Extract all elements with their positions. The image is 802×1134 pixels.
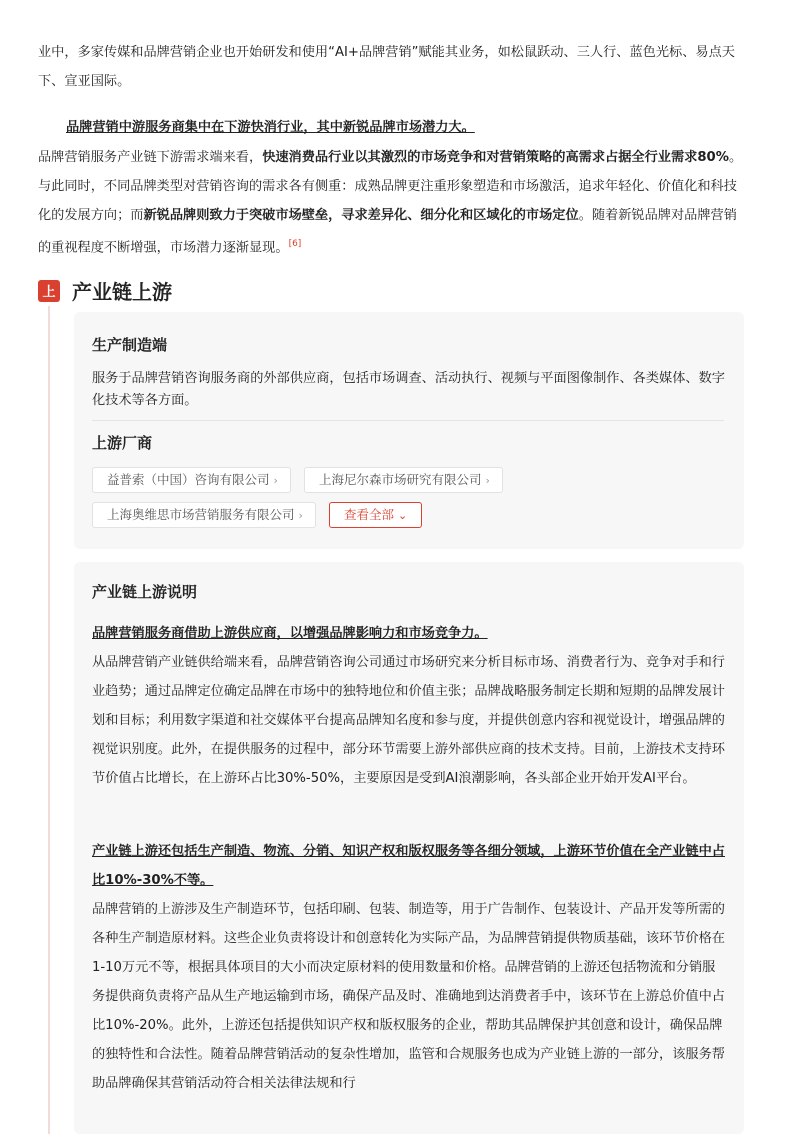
chevron-down-icon: ⌄: [398, 509, 408, 522]
production-description: 服务于品牌营销咨询服务商的外部供应商，包括市场调查、活动执行、视频与平面图像制作、各类媒体、数字化技术等各方面。: [92, 371, 725, 408]
explanation-subheading-1: 品牌营销服务商借助上游供应商，以增强品牌影响力和市场竞争力。: [92, 626, 488, 641]
explanation-title: 产业链上游说明: [92, 583, 198, 601]
explanation-paragraph-1: 从品牌营销产业链供给端来看，品牌营销咨询公司通过市场研究来分析目标市场、消费者行为、竞争对手和行业趋势；通过品牌定位确定品牌在市场中的独特地位和价值主张；品牌战略服务制定长期和短期的品牌发展计划和目标；利用数字渠道和社交媒体平台提高品牌知名度和参与度，并提供创意内容和视觉设计，增强品牌的视觉识别度。此外，在提供服务的过程中，部分环节需要上游外部供应商的技术支持。目前，上游技术支持环节价值占比增长，在上游环占比30%-50%，主要原因是受到AI浪潮影响，各头部企业开始开发AI平台。: [92, 655, 725, 786]
vendor-tag-nielsen[interactable]: [304, 467, 503, 493]
explanation-paragraph-2: 品牌营销的上游涉及生产制造环节，包括印刷、包装、制造等，用于广告制作、包装设计、产品开发等所需的各种生产制造原材料。这些企业负责将设计和创意转化为实际产品，为品牌营销提供物质基础，该环节价格在1-10万元不等，根据具体项目的大小而决定原材料的使用数量和价格。品牌营销的上游还包括物流和分销服务提供商负责将产品从生产地运输到市场，确保产品及时、准确地到达消费者手中，该环节在上游总价值中占比10%-20%。此外，上游还包括提供知识产权和版权服务的企业，帮助其品牌保护其创意和设计，确保品牌的独特性和合法性。随着品牌营销活动的复杂性增加，监管和合规服务也成为产业链上游的一部分，该服务帮助品牌确保其营销活动符合相关法律法规和行: [92, 902, 725, 1091]
view-all-button[interactable]: [329, 502, 422, 528]
intro-heading: 品牌营销中游服务商集中在下游快消行业，其中新锐品牌市场潜力大。: [66, 120, 475, 135]
demand-bold-1: 快速消费品行业以其激烈的市场竞争和对营销策略的高需求占据全行业需求80%: [262, 150, 729, 165]
vendor-tag-aoweisi[interactable]: [92, 502, 316, 528]
section-rail: [48, 306, 50, 1134]
view-all-label: 查看全部: [344, 507, 395, 522]
chevron-right-icon: ›: [273, 474, 278, 487]
explanation-subheading-2: 产业链上游还包括生产制造、物流、分销、知识产权和版权服务等各细分领域，上游环节价值在全产业链中占比10%-30%不等。: [92, 844, 725, 888]
card-divider: [92, 420, 724, 421]
section-title: 产业链上游: [72, 280, 172, 304]
production-card: [74, 312, 744, 549]
chevron-right-icon: ›: [298, 509, 303, 522]
section-badge: 上: [38, 280, 60, 302]
vendor-tag-ipsos[interactable]: [92, 467, 291, 493]
demand-text-2: 。与此同时，不同品牌类型对营销咨询的需求各有侧重：成熟品牌更注重形象塑造和市场激活，追求年轻化、价值化和科技化的发展方向；而: [38, 150, 743, 223]
demand-text-1: 品牌营销服务产业链下游需求端来看，: [38, 150, 263, 165]
demand-paragraph: [38, 143, 744, 262]
intro-paragraph: 业中，多家传媒和品牌营销企业也开始研发和使用“AI+品牌营销”赋能其业务，如松鼠跃动、三人行、蓝色光标、易点天下、宣亚国际。: [38, 45, 735, 89]
vendors-heading: 上游厂商: [92, 434, 153, 452]
section-header: [38, 276, 172, 305]
demand-text-3: 。随着新锐品牌对品牌营销的重视程度不断增强，市场潜力逐渐显现。: [38, 208, 737, 256]
upstream-explanation-card: [74, 562, 744, 1134]
vendor-tag-label: 上海尼尔森市场研究有限公司: [319, 472, 482, 487]
chevron-right-icon: ›: [485, 474, 490, 487]
demand-bold-2: 新锐品牌则致力于突破市场壁垒，寻求差异化、细分化和区域化的市场定位: [143, 208, 579, 223]
vendor-tag-label: 益普索（中国）咨询有限公司: [107, 472, 270, 487]
vendor-tag-label: 上海奥维思市场营销服务有限公司: [107, 507, 295, 522]
production-heading: 生产制造端: [92, 336, 168, 354]
reference-link[interactable]: [6]: [288, 239, 302, 249]
